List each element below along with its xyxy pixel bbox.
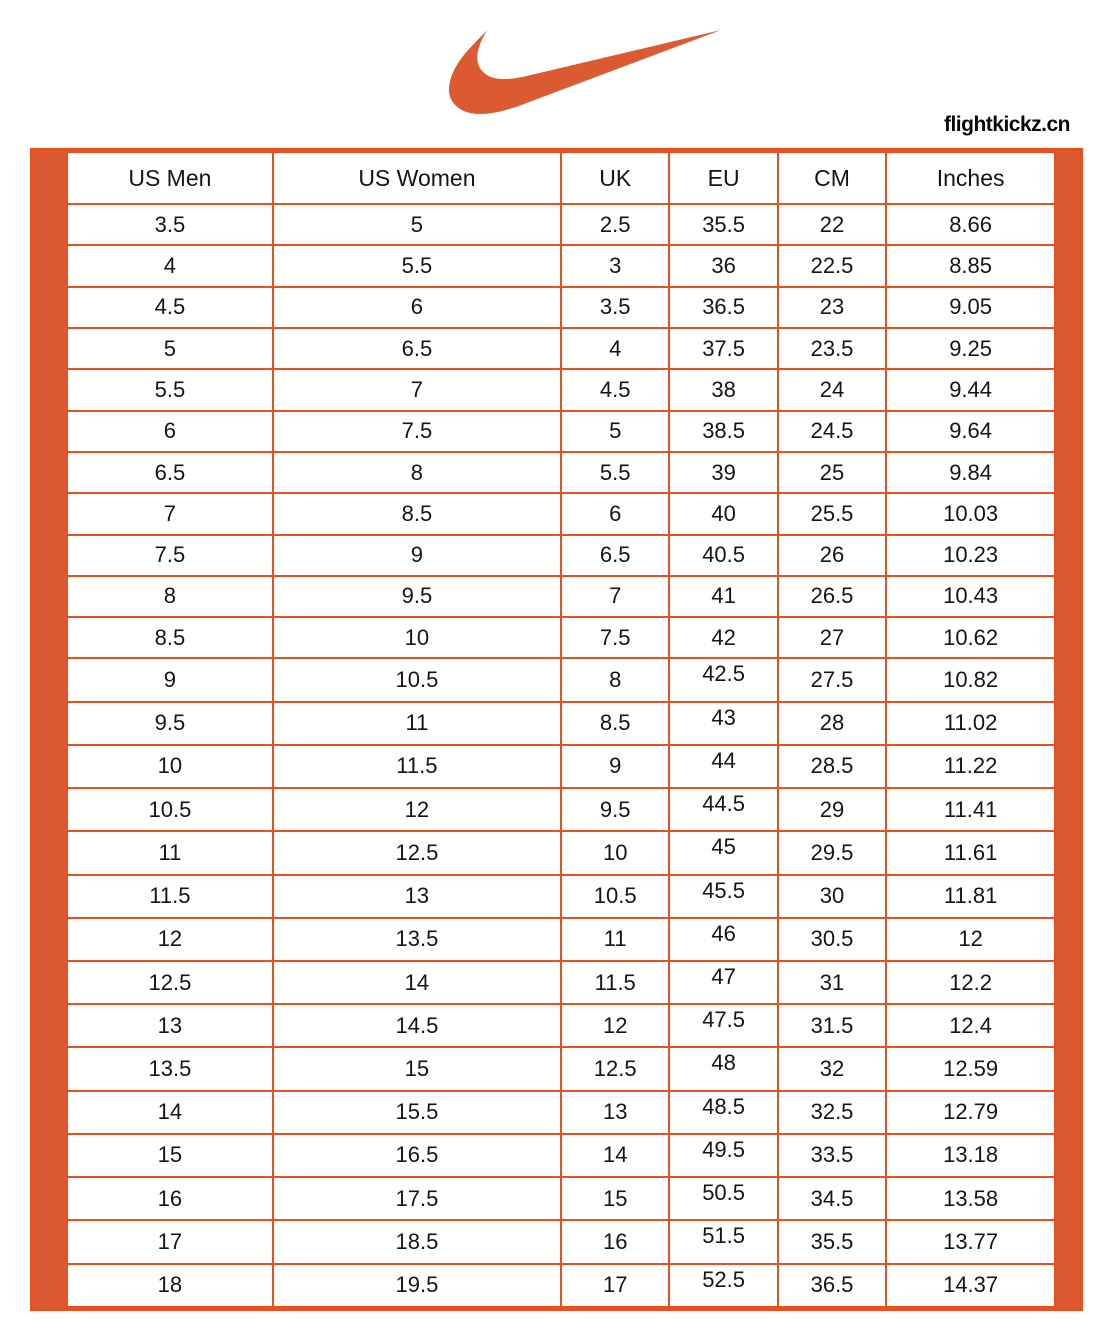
- table-row: [67, 1091, 1055, 1134]
- table-row: [67, 535, 1055, 576]
- size-cell: 6.5: [273, 328, 561, 369]
- size-cell: 4.5: [561, 369, 669, 410]
- size-cell: 10.5: [561, 875, 669, 918]
- table-row: [67, 1264, 1055, 1308]
- size-cell: 49.5: [669, 1134, 777, 1177]
- size-cell: 17: [67, 1220, 273, 1263]
- size-cell: 15.5: [273, 1091, 561, 1134]
- column-header: US Men: [67, 152, 273, 204]
- size-cell: 2.5: [561, 204, 669, 245]
- size-cell: 12.2: [886, 961, 1055, 1004]
- right-accent-bar: [1056, 151, 1080, 1308]
- size-cell: 16.5: [273, 1134, 561, 1177]
- size-cell: 10: [561, 831, 669, 874]
- size-cell: 3: [561, 245, 669, 286]
- size-cell: 13.5: [273, 918, 561, 961]
- size-cell: 5.5: [561, 452, 669, 493]
- column-header: UK: [561, 152, 669, 204]
- size-cell: 7: [561, 576, 669, 617]
- size-cell: 11: [273, 702, 561, 745]
- size-cell: 8.5: [67, 617, 273, 658]
- size-cell: 34.5: [778, 1177, 886, 1220]
- size-cell: 11.41: [886, 788, 1055, 831]
- size-cell: 35.5: [669, 204, 777, 245]
- size-cell: 16: [561, 1220, 669, 1263]
- size-cell: 38: [669, 369, 777, 410]
- size-cell: 40: [669, 493, 777, 534]
- size-cell: 8: [67, 576, 273, 617]
- size-cell: 12.5: [273, 831, 561, 874]
- size-cell: 12: [67, 918, 273, 961]
- size-cell: 47.5: [669, 1004, 777, 1047]
- size-cell: 8: [561, 658, 669, 701]
- size-cell: 13.77: [886, 1220, 1055, 1263]
- size-cell: 10.43: [886, 576, 1055, 617]
- size-table-frame: [30, 148, 1083, 1311]
- size-cell: 48.5: [669, 1091, 777, 1134]
- size-cell: 9: [273, 535, 561, 576]
- size-cell: 33.5: [778, 1134, 886, 1177]
- size-cell: 6: [561, 493, 669, 534]
- size-cell: 39: [669, 452, 777, 493]
- size-cell: 9.84: [886, 452, 1055, 493]
- size-cell: 41: [669, 576, 777, 617]
- size-cell: 9.5: [273, 576, 561, 617]
- size-cell: 32.5: [778, 1091, 886, 1134]
- size-cell: 13: [273, 875, 561, 918]
- size-cell: 36.5: [669, 287, 777, 328]
- header-row: [67, 152, 1055, 204]
- size-cell: 52.5: [669, 1264, 777, 1308]
- table-row: [67, 1177, 1055, 1220]
- size-cell: 27: [778, 617, 886, 658]
- size-cell: 11.81: [886, 875, 1055, 918]
- size-cell: 43: [669, 702, 777, 745]
- table-row: [67, 702, 1055, 745]
- size-cell: 38.5: [669, 411, 777, 452]
- size-cell: 28.5: [778, 745, 886, 788]
- table-row: [67, 576, 1055, 617]
- size-cell: 14.37: [886, 1264, 1055, 1308]
- size-cell: 4: [561, 328, 669, 369]
- size-cell: 12: [886, 918, 1055, 961]
- size-cell: 28: [778, 702, 886, 745]
- size-cell: 9: [67, 658, 273, 701]
- size-cell: 7.5: [273, 411, 561, 452]
- size-cell: 42.5: [669, 658, 777, 701]
- size-cell: 11.61: [886, 831, 1055, 874]
- size-cell: 11: [561, 918, 669, 961]
- table-row: [67, 788, 1055, 831]
- table-row: [67, 245, 1055, 286]
- size-cell: 5: [273, 204, 561, 245]
- size-cell: 12: [273, 788, 561, 831]
- table-row: [67, 1004, 1055, 1047]
- nike-logo: [449, 26, 721, 118]
- table-row: [67, 328, 1055, 369]
- size-cell: 9.44: [886, 369, 1055, 410]
- size-cell: 30: [778, 875, 886, 918]
- column-header: US Women: [273, 152, 561, 204]
- size-cell: 11: [67, 831, 273, 874]
- table-row: [67, 1220, 1055, 1263]
- size-cell: 29: [778, 788, 886, 831]
- size-cell: 24.5: [778, 411, 886, 452]
- size-cell: 44: [669, 745, 777, 788]
- size-cell: 22: [778, 204, 886, 245]
- size-cell: 46: [669, 918, 777, 961]
- size-cell: 37.5: [669, 328, 777, 369]
- size-cell: 10.82: [886, 658, 1055, 701]
- table-row: [67, 452, 1055, 493]
- size-cell: 8.85: [886, 245, 1055, 286]
- table-row: [67, 204, 1055, 245]
- table-row: [67, 961, 1055, 1004]
- size-cell: 17.5: [273, 1177, 561, 1220]
- size-cell: 10.03: [886, 493, 1055, 534]
- size-cell: 8.5: [561, 702, 669, 745]
- size-cell: 7.5: [561, 617, 669, 658]
- size-cell: 9.64: [886, 411, 1055, 452]
- size-cell: 32: [778, 1047, 886, 1090]
- table-row: [67, 831, 1055, 874]
- size-cell: 36.5: [778, 1264, 886, 1308]
- size-cell: 11.5: [67, 875, 273, 918]
- size-cell: 35.5: [778, 1220, 886, 1263]
- size-cell: 6.5: [561, 535, 669, 576]
- size-cell: 31: [778, 961, 886, 1004]
- size-cell: 13: [67, 1004, 273, 1047]
- table-row: [67, 918, 1055, 961]
- size-cell: 51.5: [669, 1220, 777, 1263]
- size-cell: 45: [669, 831, 777, 874]
- size-cell: 27.5: [778, 658, 886, 701]
- size-cell: 14.5: [273, 1004, 561, 1047]
- size-table-body: [67, 204, 1055, 1307]
- size-cell: 8.5: [273, 493, 561, 534]
- size-cell: 22.5: [778, 245, 886, 286]
- table-row: [67, 658, 1055, 701]
- column-header: EU: [669, 152, 777, 204]
- table-row: [67, 1134, 1055, 1177]
- size-cell: 10: [273, 617, 561, 658]
- size-cell: 47: [669, 961, 777, 1004]
- size-cell: 30.5: [778, 918, 886, 961]
- size-cell: 25: [778, 452, 886, 493]
- size-cell: 26.5: [778, 576, 886, 617]
- size-cell: 9.05: [886, 287, 1055, 328]
- size-cell: 9.25: [886, 328, 1055, 369]
- size-cell: 15: [561, 1177, 669, 1220]
- size-cell: 12: [561, 1004, 669, 1047]
- size-cell: 13.18: [886, 1134, 1055, 1177]
- size-conversion-table: [66, 151, 1056, 1308]
- size-cell: 8: [273, 452, 561, 493]
- size-cell: 7: [273, 369, 561, 410]
- size-cell: 23.5: [778, 328, 886, 369]
- size-cell: 24: [778, 369, 886, 410]
- size-cell: 45.5: [669, 875, 777, 918]
- size-cell: 10.5: [67, 788, 273, 831]
- size-cell: 11.5: [561, 961, 669, 1004]
- size-cell: 18.5: [273, 1220, 561, 1263]
- size-cell: 16: [67, 1177, 273, 1220]
- size-cell: 10: [67, 745, 273, 788]
- size-cell: 3.5: [561, 287, 669, 328]
- size-cell: 19.5: [273, 1264, 561, 1308]
- column-header: Inches: [886, 152, 1055, 204]
- size-cell: 11.5: [273, 745, 561, 788]
- size-cell: 9.5: [67, 702, 273, 745]
- size-cell: 17: [561, 1264, 669, 1308]
- table-row: [67, 875, 1055, 918]
- size-cell: 25.5: [778, 493, 886, 534]
- size-cell: 5: [561, 411, 669, 452]
- size-cell: 48: [669, 1047, 777, 1090]
- size-cell: 9.5: [561, 788, 669, 831]
- size-cell: 5.5: [67, 369, 273, 410]
- table-row: [67, 287, 1055, 328]
- table-row: [67, 617, 1055, 658]
- size-cell: 15: [67, 1134, 273, 1177]
- size-cell: 42: [669, 617, 777, 658]
- size-cell: 13.58: [886, 1177, 1055, 1220]
- size-cell: 13: [561, 1091, 669, 1134]
- size-cell: 12.79: [886, 1091, 1055, 1134]
- size-cell: 50.5: [669, 1177, 777, 1220]
- table-row: [67, 745, 1055, 788]
- left-accent-bar: [33, 151, 66, 1308]
- table-row: [67, 493, 1055, 534]
- size-cell: 5: [67, 328, 273, 369]
- size-cell: 44.5: [669, 788, 777, 831]
- size-cell: 13.5: [67, 1047, 273, 1090]
- size-cell: 4.5: [67, 287, 273, 328]
- size-cell: 4: [67, 245, 273, 286]
- size-cell: 7: [67, 493, 273, 534]
- size-cell: 11.22: [886, 745, 1055, 788]
- watermark-text: flightkickz.cn: [943, 113, 1070, 136]
- size-cell: 6: [67, 411, 273, 452]
- size-cell: 3.5: [67, 204, 273, 245]
- size-cell: 10.23: [886, 535, 1055, 576]
- size-cell: 14: [273, 961, 561, 1004]
- size-cell: 14: [561, 1134, 669, 1177]
- size-cell: 10.5: [273, 658, 561, 701]
- size-cell: 23: [778, 287, 886, 328]
- size-cell: 40.5: [669, 535, 777, 576]
- size-cell: 8.66: [886, 204, 1055, 245]
- table-row: [67, 1047, 1055, 1090]
- table-row: [67, 369, 1055, 410]
- size-cell: 12.4: [886, 1004, 1055, 1047]
- column-header: CM: [778, 152, 886, 204]
- size-cell: 36: [669, 245, 777, 286]
- size-cell: 6: [273, 287, 561, 328]
- size-table-head: [67, 152, 1055, 204]
- table-row: [67, 411, 1055, 452]
- size-cell: 12.5: [561, 1047, 669, 1090]
- size-cell: 26: [778, 535, 886, 576]
- size-cell: 29.5: [778, 831, 886, 874]
- size-cell: 5.5: [273, 245, 561, 286]
- size-cell: 31.5: [778, 1004, 886, 1047]
- size-cell: 14: [67, 1091, 273, 1134]
- size-cell: 10.62: [886, 617, 1055, 658]
- nike-swoosh-icon: [449, 26, 721, 118]
- size-cell: 9: [561, 745, 669, 788]
- size-cell: 12.5: [67, 961, 273, 1004]
- size-cell: 12.59: [886, 1047, 1055, 1090]
- size-cell: 18: [67, 1264, 273, 1308]
- size-cell: 15: [273, 1047, 561, 1090]
- size-cell: 7.5: [67, 535, 273, 576]
- size-cell: 11.02: [886, 702, 1055, 745]
- size-cell: 6.5: [67, 452, 273, 493]
